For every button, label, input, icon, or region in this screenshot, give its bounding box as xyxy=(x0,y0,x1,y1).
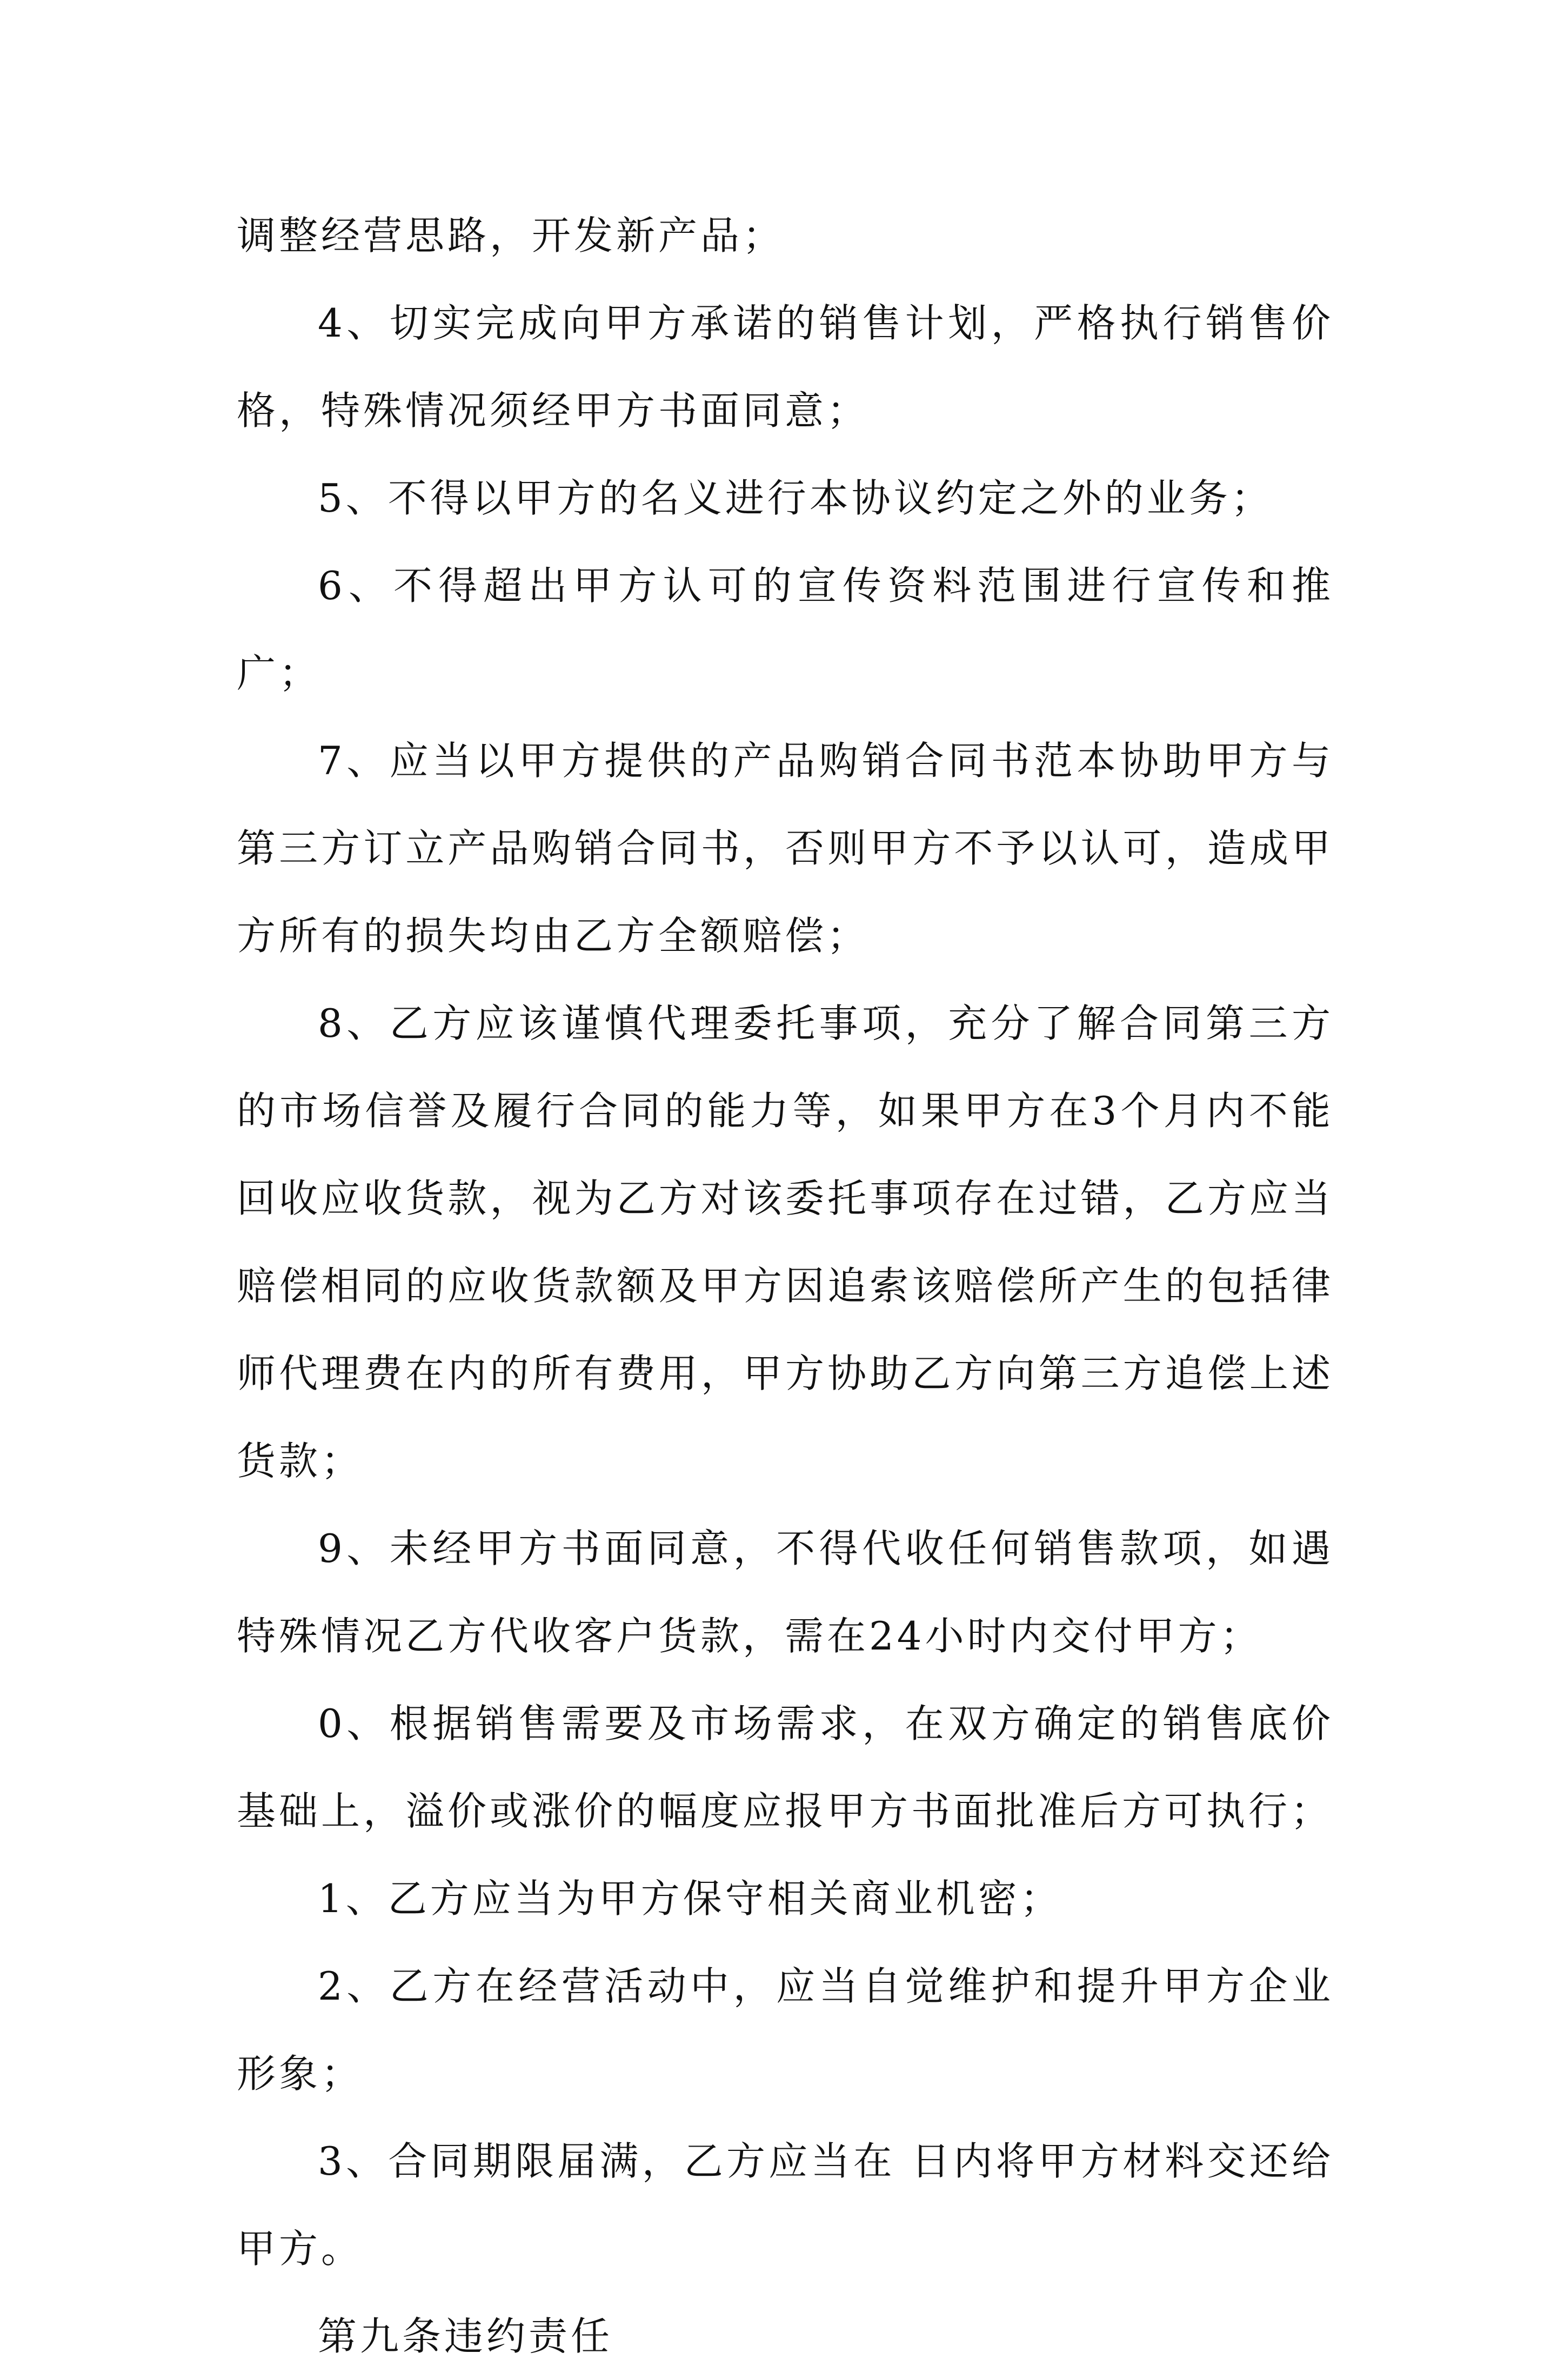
clause-5: 5、不得以甲方的名义进行本协议约定之外的业务； xyxy=(318,475,1273,521)
clause-10: 0、根据销售需要及市场需求，在双方确定的销售底价基础上，溢价或涨价的幅度应报甲方书面批准后方可执行； xyxy=(237,1701,1334,1834)
clause-13: 3、合同期限届满，乙方应当在 日内将甲方材料交还给甲方。 xyxy=(237,2138,1334,2271)
clause-8: 8、乙方应该谨慎代理委托事项，充分了解合同第三方的市场信誉及履行合同的能力等，如果甲方在3个月内不能回收应收货款，视为乙方对该委托事项存在过错，乙方应当赔偿相同的应收货款额及甲方因追索该赔偿所产生的包括律师代理费在内的所有费用，甲方协助乙方向第三方追偿上述货款； xyxy=(237,1001,1334,1484)
contract-text-body xyxy=(237,192,1334,2380)
clause-6: 6、不得超出甲方认可的宣传资料范围进行宣传和推广； xyxy=(237,563,1334,696)
clause-7: 7、应当以甲方提供的产品购销合同书范本协助甲方与第三方订立产品购销合同书，否则甲方不予以认可，造成甲方所有的损失均由乙方全额赔偿； xyxy=(237,738,1334,958)
clause-12: 2、乙方在经营活动中，应当自觉维护和提升甲方企业形象； xyxy=(237,1963,1334,2096)
clause-4: 4、切实完成向甲方承诺的销售计划，严格执行销售价格，特殊情况须经甲方书面同意； xyxy=(237,300,1334,433)
section-heading-article-9: 第九条违约责任 xyxy=(318,2314,613,2359)
clause-11: 1、乙方应当为甲方保守相关商业机密； xyxy=(318,1876,1062,1921)
paragraph-continuation: 调整经营思路，开发新产品； xyxy=(237,213,785,258)
clause-9: 9、未经甲方书面同意，不得代收任何销售款项，如遇特殊情况乙方代收客户货款，需在24小时内交付甲方； xyxy=(237,1526,1334,1659)
